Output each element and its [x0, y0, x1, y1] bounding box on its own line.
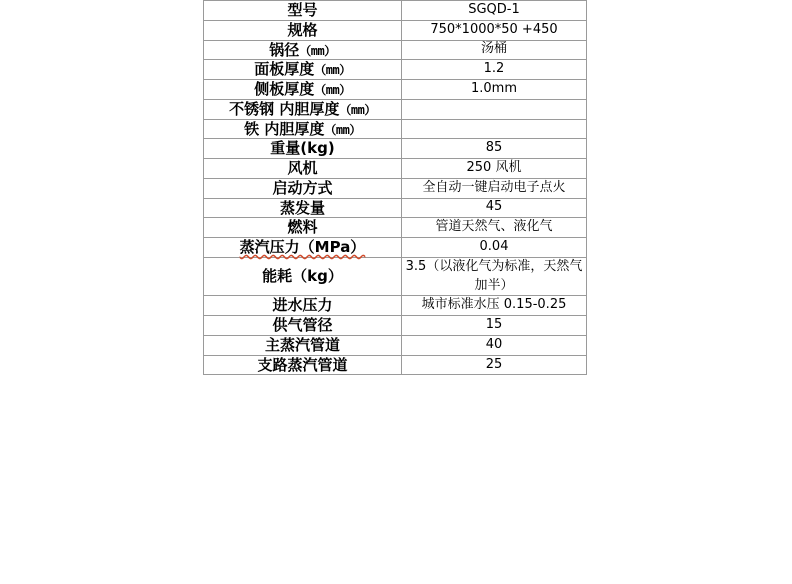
row-label: 主蒸汽管道	[204, 335, 402, 355]
row-label: 规格	[204, 20, 402, 40]
table-row	[204, 355, 587, 375]
row-value: 85	[402, 139, 587, 159]
row-label-text: 铁 内胆厚度	[244, 119, 325, 138]
row-label-text: 不锈钢 内胆厚度	[229, 99, 340, 118]
table-row	[204, 139, 587, 159]
table-row	[204, 218, 587, 238]
row-value: 城市标准水压 0.15-0.25	[402, 296, 587, 316]
specification-table	[203, 0, 587, 375]
table-row	[204, 316, 587, 336]
row-label: 支路蒸汽管道	[204, 355, 402, 375]
row-value: 45	[402, 198, 587, 218]
row-value: 15	[402, 316, 587, 336]
row-label-text: 锅径	[269, 40, 300, 59]
row-value: 25	[402, 355, 587, 375]
row-value: 1.2	[402, 60, 587, 80]
row-label: 型号	[204, 1, 402, 21]
specification-table-container	[203, 0, 586, 375]
row-value: 3.5（以液化气为标准，天然气加半）	[402, 257, 587, 296]
row-value	[402, 119, 587, 139]
table-row	[204, 60, 587, 80]
row-value: 250 风机	[402, 159, 587, 179]
table-row	[204, 40, 587, 60]
row-label	[204, 99, 402, 119]
table-row	[204, 178, 587, 198]
table-row	[204, 238, 587, 258]
row-label-text: 侧板厚度	[254, 80, 315, 98]
table-row	[204, 335, 587, 355]
row-label: 蒸发量	[204, 198, 402, 218]
row-label: 供气管径	[204, 316, 402, 336]
table-row	[204, 1, 587, 21]
row-label-text: 蒸汽压力（MPa）	[239, 238, 366, 256]
row-label	[204, 60, 402, 80]
row-label	[204, 40, 402, 60]
row-label-unit: （mm）	[314, 63, 351, 78]
row-value: 40	[402, 335, 587, 355]
table-row	[204, 257, 587, 296]
table-row	[204, 119, 587, 139]
row-label	[204, 119, 402, 139]
row-label-unit: （mm）	[324, 122, 361, 137]
table-row	[204, 296, 587, 316]
row-value: 全自动一键启动电子点火	[402, 178, 587, 198]
table-row	[204, 80, 587, 100]
table-row	[204, 20, 587, 40]
row-value: 750*1000*50 +450	[402, 20, 587, 40]
row-label: 启动方式	[204, 178, 402, 198]
row-label: 燃料	[204, 218, 402, 238]
row-label: 进水压力	[204, 296, 402, 316]
row-value: 管道天然气、液化气	[402, 218, 587, 238]
row-label	[204, 80, 402, 100]
row-label-unit: （mm）	[299, 43, 336, 58]
row-label-unit: （mm）	[314, 83, 351, 97]
row-label-unit: （mm）	[339, 102, 376, 117]
row-label	[204, 238, 402, 258]
row-label: 重量(kg)	[204, 139, 402, 159]
row-value: 0.04	[402, 238, 587, 258]
row-label-text: 面板厚度	[254, 60, 315, 79]
table-row	[204, 159, 587, 179]
row-value	[402, 99, 587, 119]
row-value: 汤桶	[402, 40, 587, 60]
row-value: 1.0mm	[402, 80, 587, 100]
row-label: 风机	[204, 159, 402, 179]
table-row	[204, 198, 587, 218]
table-row	[204, 99, 587, 119]
row-value: SGQD-1	[402, 1, 587, 21]
row-label: 能耗（kg）	[204, 257, 402, 296]
